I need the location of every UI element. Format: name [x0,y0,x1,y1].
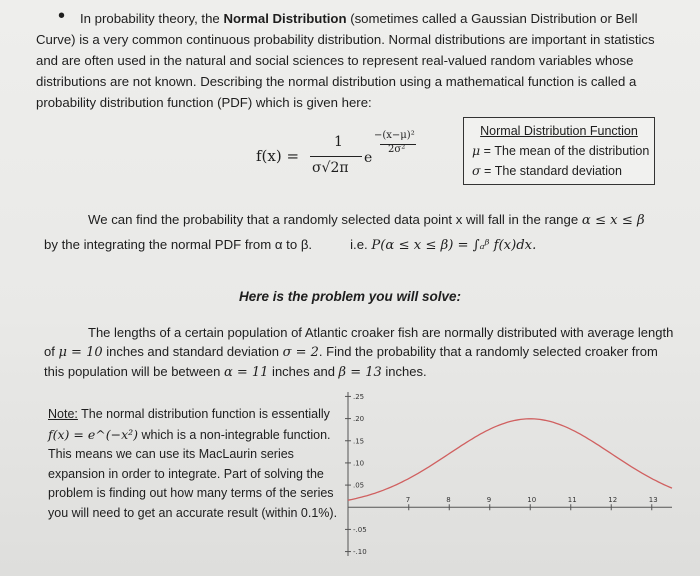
sigma-description: = The standard deviation [480,164,622,178]
y-tick-label: .20 [353,415,365,424]
problem-text-2: inches and standard deviation [102,344,283,359]
problem-text-4: inches and [268,364,339,379]
bullet-dot: • [58,5,66,27]
sigma-symbol: σ [472,163,481,178]
x-tick-label: 10 [527,496,537,505]
problem-sigma: σ = 2 [282,345,319,360]
formula-legend-box [463,117,655,185]
integral-text-1: We can find the probability that a randomly selected data point x will fall in the range [88,212,582,227]
y-tick-label: .15 [353,437,365,446]
formula-exponent-numerator: −(x−μ)² [374,130,415,141]
problem-text-1: The lengths of a certain population of Atlantic croaker fish are normally distributed with average length of [44,325,674,359]
range-expression: α ≤ x ≤ β [581,213,645,228]
x-tick-label: 11 [567,496,577,505]
formula-denominator: σ√2π [312,160,349,176]
formula-exponent-denominator: 2σ² [388,144,406,155]
problem-mu: μ = 10 [58,345,103,360]
x-tick-label: 7 [405,496,411,505]
note-function: f(x) = e^(−x²) [48,426,139,442]
normal-curve-line [348,419,672,500]
x-tick-label: 12 [608,496,618,505]
y-tick-label: .05 [353,481,365,490]
ie-label: i.e. [350,237,372,252]
y-tick-label: .10 [353,459,365,468]
problem-heading: Here is the problem you will solve: [238,289,462,304]
intro-text-rest: (sometimes called a Gaussian Distribution or Bell Curve) is a very common continuous probability distribution. Normal distributions are important in statistics and are often used in the natural and social sciences to represent real-valued random variables whose distributions are not known. Describing the normal distribution using a mathematical function is called a probability distribution function (PDF) which is given here: [36,11,655,110]
problem-beta: β = 13 [338,365,382,380]
intro-paragraph [36,5,666,113]
y-tick-label: -.10 [353,548,367,557]
normal-curve-plot [336,384,682,564]
y-tick-label: -.05 [353,525,367,534]
legend-sigma-row [472,161,646,181]
integral-text-2: by the integrating the normal PDF from α to β. [44,237,313,252]
mu-symbol: μ [472,143,481,158]
note-label: Note: [48,407,78,421]
x-tick-label: 13 [648,496,658,505]
pdf-formula [256,130,456,190]
problem-text-3: . Find the probability that a randomly selected croaker from this population will be between [44,344,658,379]
formula-fraction-bar [310,156,362,157]
note-text-2: which is a non-integrable function. This means we can use its MacLaurin series expansion in order to integrate. Part of solving the problem is finding out how many terms of the series you will need to get an accurate result (within 0.1%). [48,427,338,520]
x-tick-label: 8 [446,496,451,505]
formula-lhs: f(x) = [256,147,300,165]
note-paragraph [48,405,348,523]
note-text-1: The normal distribution function is essentially [77,407,330,421]
legend-title: Normal Distribution Function [480,124,638,138]
formula-numerator: 1 [334,134,343,150]
problem-paragraph [44,323,674,382]
integral-paragraph [44,208,674,258]
problem-text-5: inches. [381,364,427,379]
intro-bold-term: Normal Distribution [223,11,347,26]
y-tick-label: .25 [353,392,365,401]
integral-expression: P(α ≤ x ≤ β) = ∫ₐᵝ f(x)dx. [371,238,537,253]
legend-mu-row [472,141,650,161]
intro-text-start: In probability theory, the [80,11,224,26]
formula-base: e [364,150,373,166]
mu-description: = The mean of the distribution [480,144,650,158]
problem-alpha: α = 11 [223,365,269,380]
x-tick-label: 9 [486,496,492,505]
